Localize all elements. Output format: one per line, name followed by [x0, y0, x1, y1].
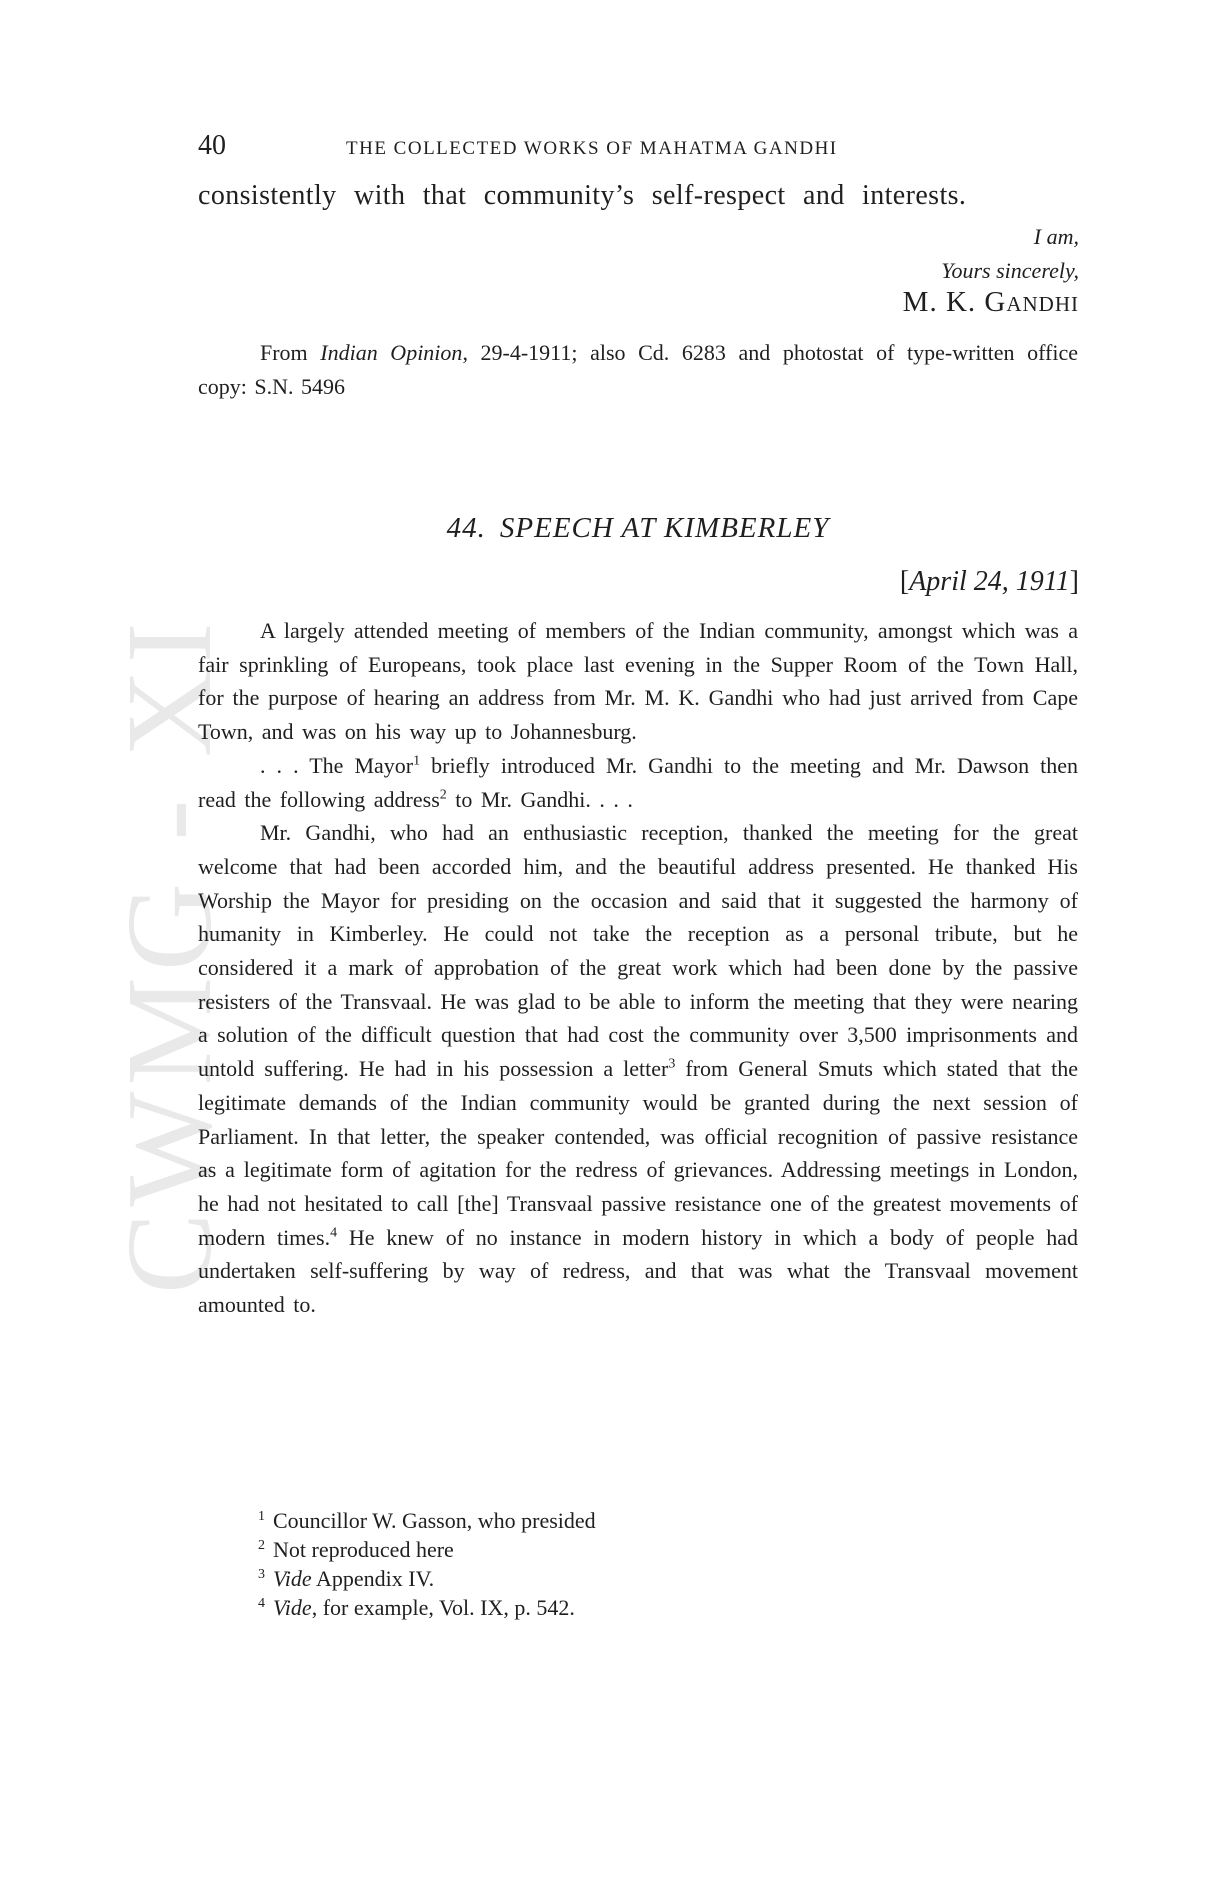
closing-yours-sincerely: Yours sincerely, — [941, 258, 1079, 283]
signature-smallcaps: ANDHI — [1006, 292, 1079, 316]
source-note — [198, 336, 1078, 404]
footnote-text: Appendix IV. — [311, 1566, 435, 1591]
footnote-italic: Vide — [273, 1595, 312, 1620]
footnote-mark: 1 — [258, 1508, 265, 1524]
footnote-text: Councillor W. Gasson, who presided — [273, 1508, 596, 1533]
letter-closing-line: consistently with that community’s self-respect and interests. — [198, 180, 967, 211]
signature-initials: M. K. G — [902, 286, 1007, 318]
section-title: SPEECH AT KIMBERLEY — [499, 512, 830, 544]
source-prefix: From — [260, 340, 321, 365]
date-text: April 24, 1911 — [909, 566, 1070, 597]
p3-part-c: He knew of no instance in modern history in which a body of people had undertaken self-suffering by way of redress, and that was what the Transvaal movement amounted to. — [198, 1224, 1078, 1318]
source-rest: , 29-4-1911; also Cd. 6283 and photostat of type-written office copy: S.N. 5496 — [198, 340, 1078, 399]
page-number: 40 — [198, 130, 226, 161]
footnote-text: Not reproduced here — [273, 1537, 454, 1562]
signature — [903, 286, 1079, 319]
footnote-ref-1: 1 — [413, 753, 421, 769]
footnote-mark: 2 — [258, 1537, 265, 1553]
section-heading — [198, 512, 1078, 545]
footnote-2 — [258, 1535, 1078, 1564]
running-title: THE COLLECTED WORKS OF MAHATMA GANDHI — [346, 138, 838, 159]
closing-salutation: I am, — [1033, 224, 1079, 249]
p2-part-b: briefly introduced Mr. Gandhi to the meeting and Mr. Dawson then read the following address — [198, 752, 1078, 812]
footnote-text: , for example, Vol. IX, p. 542. — [311, 1595, 575, 1620]
speech-body — [198, 614, 1078, 1322]
footnote-mark: 3 — [258, 1566, 265, 1582]
section-date — [900, 566, 1079, 598]
footnote-ref-4: 4 — [330, 1225, 338, 1241]
footnote-italic: Vide — [273, 1566, 312, 1591]
footnote-1 — [258, 1506, 1078, 1535]
date-bracket-close: ] — [1069, 566, 1079, 597]
footnote-mark: 4 — [258, 1595, 265, 1611]
footnote-4 — [258, 1593, 1078, 1622]
footnote-ref-2: 2 — [439, 787, 447, 803]
running-header — [198, 130, 1078, 166]
paragraph-2 — [198, 749, 1078, 816]
watermark: CWMG - XI — [102, 616, 237, 1294]
date-bracket-open: [ — [899, 566, 910, 597]
section-number: 44. — [446, 512, 486, 544]
p2-part-c: to Mr. Gandhi. . . . — [446, 786, 633, 812]
p3-part-b: from General Smuts which stated that the legitimate demands of the Indian community would be granted during the next session of Parliament. In that letter, the speaker contended, was official recognition of passive resistance as a legitimate form of agitation for the redress of grievances. Addressing meetings in London, he had not hesitated to call [the] Transvaal passive resistance one of the greatest movements of modern times. — [198, 1056, 1078, 1250]
footnote-3 — [258, 1564, 1078, 1593]
p3-part-a: Mr. Gandhi, who had an enthusiastic reception, thanked the meeting for the great welcome that had been accorded him, and the beautiful address presented. He thanked His Worship the Mayor for presiding on the occasion and said that it suggested the harmony of humanity in Kimberley. He could not take the reception as a personal tribute, but he considered it a mark of approbation of the great work which had been done by the passive resisters of the Transvaal. He was glad to be able to inform the meeting that they were nearing a solution of the difficult question that had cost the community over 3,500 imprisonments and untold suffering. He had in his possession a letter — [198, 820, 1078, 1082]
paragraph-3 — [198, 816, 1078, 1322]
footnote-ref-3: 3 — [668, 1056, 676, 1072]
footnotes — [258, 1506, 1078, 1622]
p2-part-a: . . . The Mayor — [260, 752, 414, 778]
source-publication: Indian Opinion — [320, 340, 463, 365]
paragraph-1: A largely attended meeting of members of the Indian community, amongst which was a fair sprinkling of Europeans, took place last evening in the Supper Room of the Town Hall, for the purpose of hearing an address from Mr. M. K. Gandhi who had just arrived from Cape Town, and was on his way up to Johannesburg. — [198, 618, 1078, 745]
